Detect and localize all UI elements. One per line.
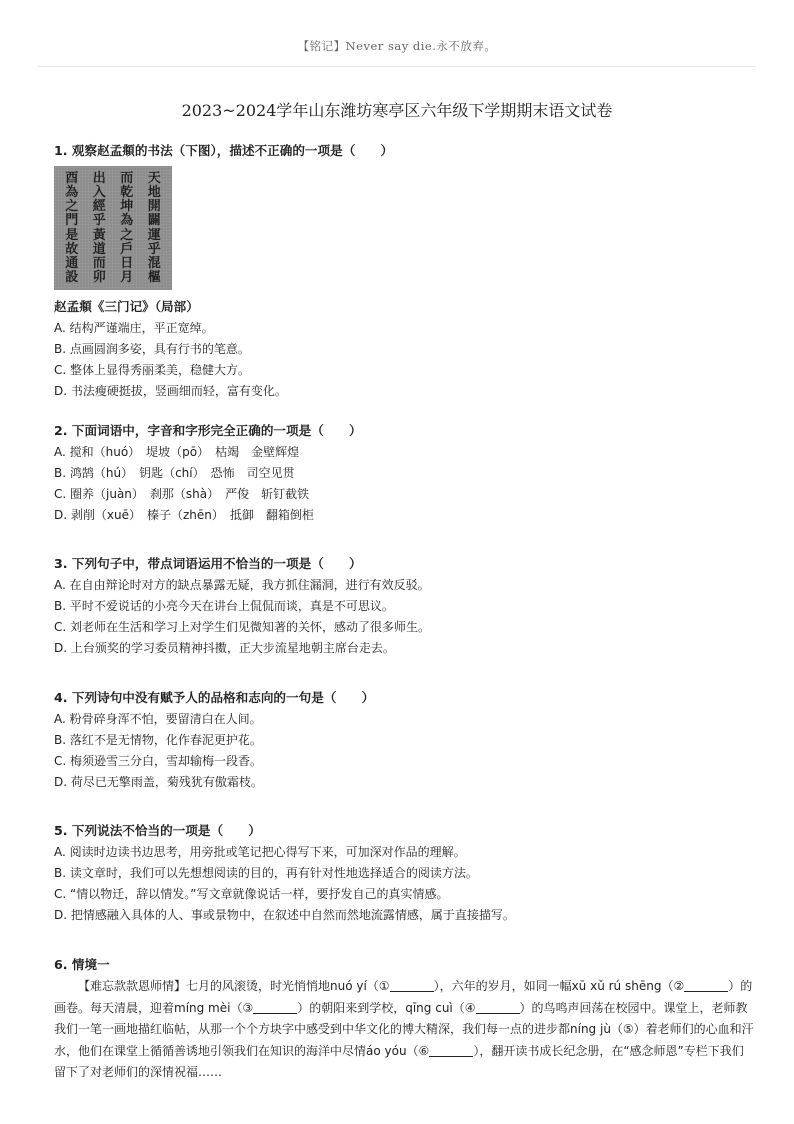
option-c: C. 梅须逊雪三分白，雪却输梅一段香。 — [54, 754, 263, 768]
option-d: D. 上台颁奖的学习委员精神抖擞，正大步流星地朝主席台走去。 — [54, 641, 395, 655]
passage-segment: ）的鸟鸣声回荡在校园中。课堂上，老师教我们一笔一画地描红临帖，从那一个个方块字中感受到中华文化的博大精深，我们每一点的进步都níng jù（⑤）着老师们的心血和汗水，他们在课堂上循循善诱地引领我们在知识的海洋中尽情áo yóu（⑥ — [54, 1000, 754, 1058]
calligraphy-glyph: 乎 — [147, 241, 161, 257]
option-a: A. 结构严谨端庄，平正宽绰。 — [54, 321, 214, 335]
question-5-title: 5. 下列说法不恰当的一项是（ ） — [54, 823, 261, 838]
calligraphy-glyph: 坤 — [120, 199, 134, 215]
calligraphy-glyph: 運 — [147, 227, 161, 243]
calligraphy-glyph: 日 — [120, 255, 134, 271]
calligraphy-glyph: 通 — [65, 255, 79, 271]
calligraphy-glyph: 故 — [65, 241, 79, 257]
calligraphy-column — [148, 172, 161, 284]
question-4-title: 4. 下列诗句中没有赋予人的品格和志向的一句是（ ） — [54, 690, 375, 705]
calligraphy-glyph: 而 — [120, 171, 134, 186]
calligraphy-image — [54, 166, 172, 290]
option-b: B. 读文章时，我们可以先想想阅读的目的，再有针对性地选择适合的阅读方法。 — [54, 866, 478, 880]
option-a: A. 在自由辩论时对方的缺点暴露无疑，我方抓住漏洞，进行有效反驳。 — [54, 578, 430, 592]
calligraphy-glyph: 地 — [147, 185, 161, 201]
calligraphy-glyph: 戶 — [120, 241, 134, 257]
header-motto: 【铭记】Never say die.永不放弃。 — [297, 39, 497, 53]
calligraphy-glyph: 入 — [92, 185, 106, 201]
question-3-title: 3. 下列句子中，带点词语运用不恰当的一项是（ ） — [54, 556, 362, 571]
header-divider — [38, 66, 756, 67]
option-d: D. 把情感融入具体的人、事或景物中，在叙述中自然而然地流露情感，属于直接描写。 — [54, 908, 515, 922]
calligraphy-glyph: 設 — [65, 269, 79, 285]
calligraphy-glyph: 為 — [120, 213, 134, 229]
calligraphy-glyph: 之 — [120, 227, 134, 243]
question-6 — [54, 954, 754, 1084]
passage-segment: ），六年的岁月，如同一幅xū xǔ rú shēng（② — [433, 979, 685, 993]
passage-segment: ）的画卷。每天清晨，迎着míng mèi（③ — [54, 979, 753, 1015]
question-2 — [54, 420, 754, 526]
option-d: D. 剥削（xuē） 榛子（zhēn） 抵御 翻箱倒柜 — [54, 508, 314, 522]
option-c: C. “情以物迁，辞以情发。”写文章就像说话一样，要抒发自己的真实情感。 — [54, 887, 449, 901]
answer-blank[interactable] — [253, 1001, 297, 1014]
option-b: B. 平时不爱说话的小亮今天在讲台上侃侃而谈，真是不可思议。 — [54, 599, 394, 613]
calligraphy-glyph: 乾 — [120, 185, 134, 201]
calligraphy-glyph: 卯 — [92, 269, 106, 285]
passage-segment: ）的朝阳来到学校，qīng cuì（④ — [297, 1000, 476, 1015]
calligraphy-glyph: 道 — [92, 241, 106, 257]
option-b: B. 点画圆润多姿，具有行书的笔意。 — [54, 342, 250, 356]
calligraphy-column — [120, 172, 133, 284]
calligraphy-glyph: 經 — [92, 199, 106, 215]
calligraphy-glyph: 天 — [147, 171, 161, 186]
option-a: A. 搅和（huó） 堤坡（pō） 枯竭 金壁辉煌 — [54, 445, 300, 459]
option-b: B. 落红不是无情物，化作春泥更护花。 — [54, 733, 262, 747]
option-c: C. 刘老师在生活和学习上对学生们见微知著的关怀，感动了很多师生。 — [54, 620, 431, 634]
image-caption: 赵孟頫《三门记》（局部） — [54, 299, 199, 314]
question-4 — [54, 687, 754, 793]
calligraphy-glyph: 黃 — [92, 227, 106, 243]
answer-blank[interactable] — [476, 1001, 520, 1014]
question-5 — [54, 820, 754, 926]
calligraphy-glyph: 月 — [120, 269, 134, 285]
question-1-title: 1. 观察赵孟頫的书法（下图），描述不正确的一项是（ ） — [54, 143, 394, 158]
calligraphy-glyph: 闢 — [147, 213, 161, 229]
page-title: 2023~2024学年山东潍坊寒亭区六年级下学期期末语文试卷 — [181, 101, 613, 120]
calligraphy-glyph: 混 — [147, 255, 161, 271]
calligraphy-column — [93, 172, 106, 284]
passage-segment: ），翻开读书成长纪念册，在“感念师恩”专栏下我们留下了对老师们的深情祝福…… — [54, 1043, 744, 1079]
calligraphy-glyph: 出 — [92, 171, 106, 186]
calligraphy-glyph: 開 — [147, 199, 161, 215]
calligraphy-glyph: 是 — [65, 227, 79, 243]
calligraphy-glyph: 門 — [65, 213, 79, 229]
option-c: C. 整体上显得秀丽柔美，稳健大方。 — [54, 363, 251, 377]
question-6-passage — [54, 976, 754, 1084]
question-2-title: 2. 下面词语中，字音和字形完全正确的一项是（ ） — [54, 423, 362, 438]
option-a: A. 粉骨碎身浑不怕，要留清白在人间。 — [54, 712, 262, 726]
calligraphy-glyph: 為 — [65, 185, 79, 201]
question-1 — [54, 140, 754, 402]
calligraphy-glyph: 酉 — [65, 171, 79, 186]
answer-blank[interactable] — [390, 979, 434, 992]
answer-blank[interactable] — [684, 979, 728, 992]
option-d: D. 荷尽已无擎雨盖，菊残犹有傲霜枝。 — [54, 775, 263, 789]
calligraphy-glyph: 乎 — [92, 213, 106, 229]
answer-blank[interactable] — [429, 1044, 473, 1057]
calligraphy-glyph: 之 — [65, 199, 79, 215]
option-b: B. 鸿鹄（hú） 钥匙（chí） 恐怖 司空见贯 — [54, 466, 295, 480]
question-3 — [54, 553, 754, 659]
calligraphy-glyph: 樞 — [147, 269, 161, 285]
passage-segment: 【难忘款款恩师情】七月的风滚烫，时光悄悄地nuó yí（① — [78, 979, 390, 993]
question-6-title: 6. 情境一 — [54, 957, 110, 972]
calligraphy-glyph: 而 — [92, 255, 106, 271]
calligraphy-column — [65, 172, 78, 284]
option-a: A. 阅读时边读书边思考，用旁批或笔记把心得写下来，可加深对作品的理解。 — [54, 845, 466, 859]
option-d: D. 书法瘦硬挺拔，竖画细而轻，富有变化。 — [54, 384, 287, 398]
option-c: C. 圈养（juàn） 刹那（shà） 严俊 斩钉截铁 — [54, 487, 310, 501]
